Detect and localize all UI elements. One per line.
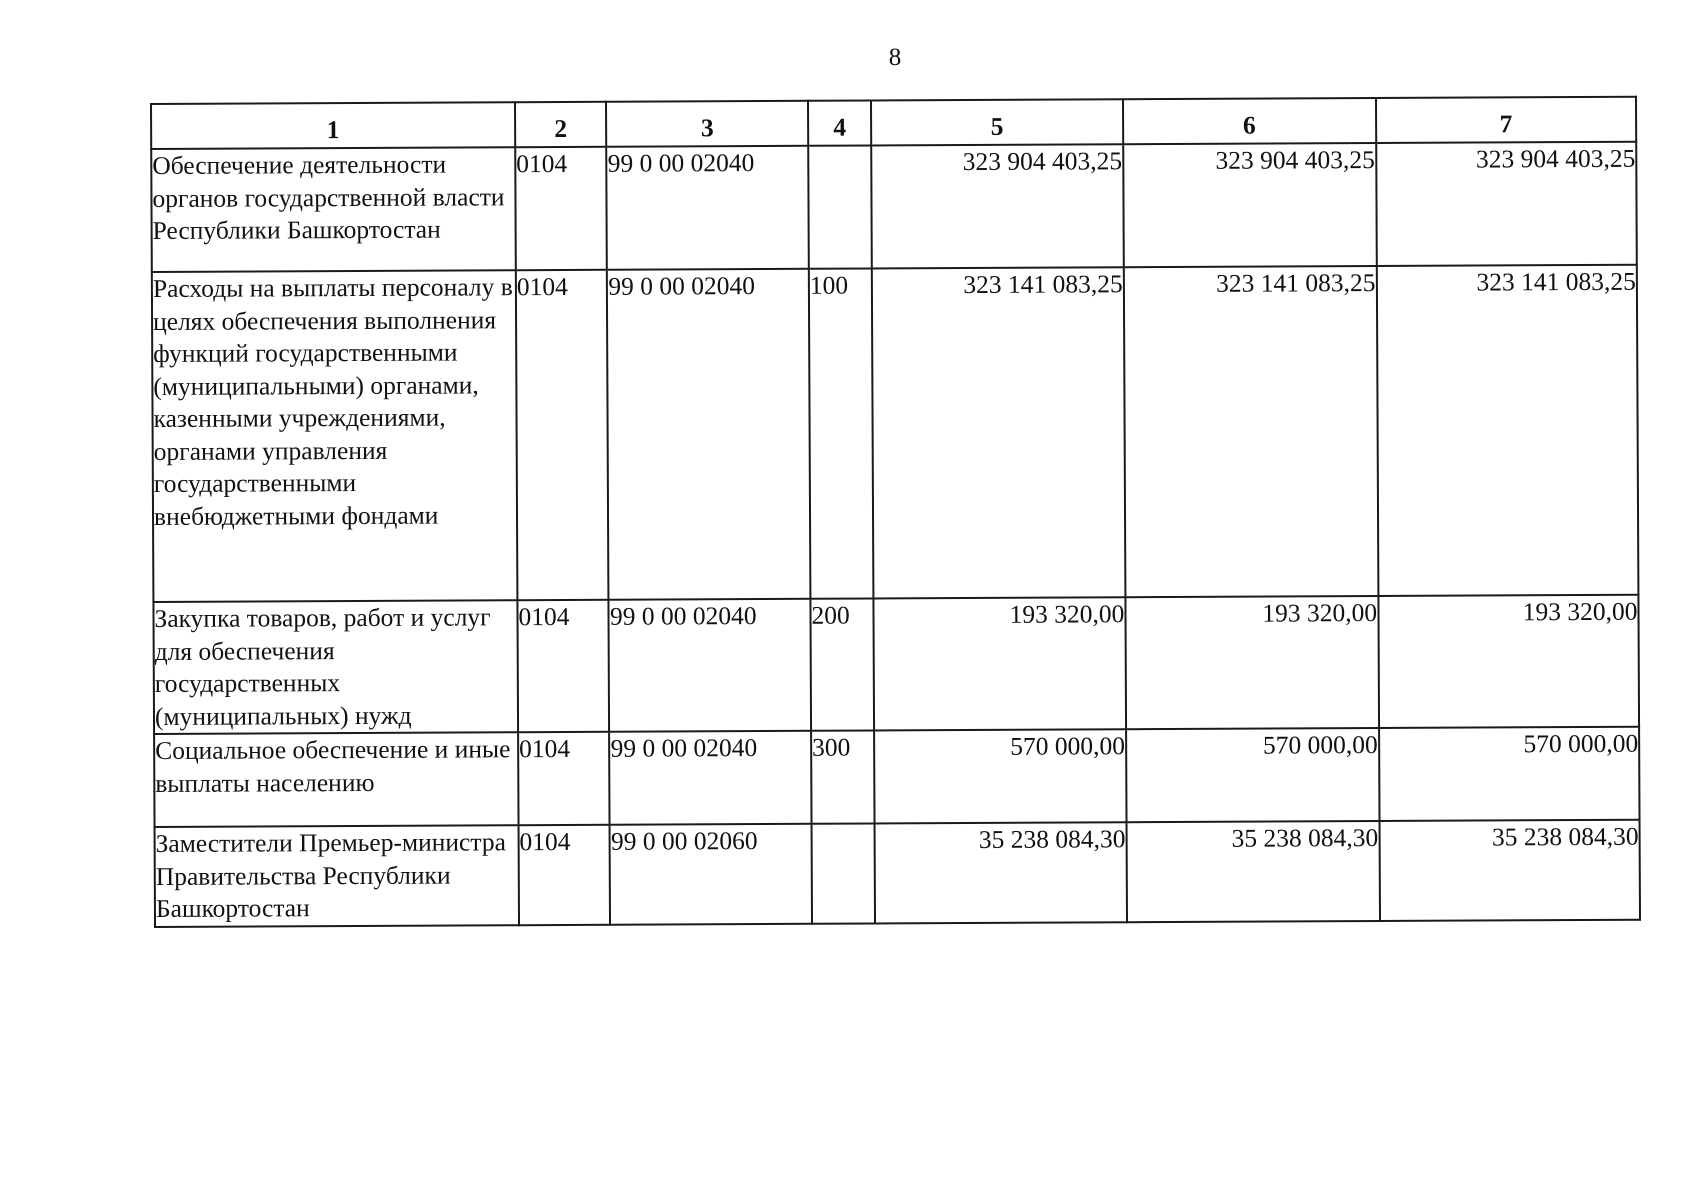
column-header-7: 7 xyxy=(1376,97,1637,143)
row-name: Социальное обеспечение и иные выплаты населению xyxy=(154,732,518,827)
section-code: 0104 xyxy=(515,147,607,270)
row-name: Обеспечение деятельности органов государственной власти Республики Башкортостан xyxy=(151,147,515,272)
amount-col-7: 35 238 084,30 xyxy=(1379,820,1640,921)
expense-type xyxy=(811,823,875,923)
budget-table-wrapper xyxy=(150,96,1641,928)
column-header-3: 3 xyxy=(606,101,808,147)
column-header-2: 2 xyxy=(515,102,607,147)
program-code: 99 0 00 02040 xyxy=(607,269,810,600)
amount-col-7: 570 000,00 xyxy=(1379,727,1640,821)
header-row xyxy=(151,97,1636,149)
amount-col-5: 35 238 084,30 xyxy=(875,822,1127,923)
column-header-4: 4 xyxy=(808,100,871,145)
expense-type: 300 xyxy=(811,730,875,823)
table-row xyxy=(152,265,1639,602)
amount-col-6: 323 904 403,25 xyxy=(1123,143,1376,267)
section-code: 0104 xyxy=(516,270,609,600)
section-code: 0104 xyxy=(517,600,609,732)
amount-col-5: 193 320,00 xyxy=(874,597,1126,730)
program-code: 99 0 00 02060 xyxy=(610,824,812,924)
column-header-1: 1 xyxy=(151,102,515,149)
budget-table xyxy=(150,96,1641,928)
program-code: 99 0 00 02040 xyxy=(609,731,811,825)
table-row xyxy=(151,142,1637,272)
amount-col-5: 323 904 403,25 xyxy=(871,144,1123,268)
expense-type: 200 xyxy=(810,598,874,730)
row-name: Расходы на выплаты персоналу в целях обеспечения выполнения функций государственными (муниципальными) органами, казенными учреждениями, органами управления государственными внебюджетными фондами xyxy=(152,270,517,602)
expense-type xyxy=(808,145,872,268)
program-code: 99 0 00 02040 xyxy=(609,599,811,732)
amount-col-6: 193 320,00 xyxy=(1125,596,1378,729)
table-row xyxy=(154,727,1639,827)
table-row xyxy=(155,820,1640,927)
amount-col-7: 323 904 403,25 xyxy=(1376,142,1637,266)
amount-col-6: 35 238 084,30 xyxy=(1126,821,1379,922)
section-code: 0104 xyxy=(518,825,610,925)
expense-type: 100 xyxy=(809,268,874,598)
amount-col-7: 193 320,00 xyxy=(1378,595,1639,728)
program-code: 99 0 00 02040 xyxy=(607,146,809,270)
column-header-5: 5 xyxy=(871,99,1123,145)
row-name: Закупка товаров, работ и услуг для обеспечения государственных (муниципальных) нужд xyxy=(153,600,518,734)
table-row xyxy=(153,595,1639,734)
page-number: 8 xyxy=(888,44,902,71)
amount-col-7: 323 141 083,25 xyxy=(1376,265,1638,596)
amount-col-6: 323 141 083,25 xyxy=(1124,266,1378,597)
amount-col-6: 570 000,00 xyxy=(1126,728,1379,822)
amount-col-5: 570 000,00 xyxy=(874,729,1126,823)
column-header-6: 6 xyxy=(1123,98,1376,144)
row-name: Заместители Премьер-министра Правительства Республики Башкортостан xyxy=(155,825,519,926)
amount-col-5: 323 141 083,25 xyxy=(872,267,1125,598)
section-code: 0104 xyxy=(518,732,610,825)
